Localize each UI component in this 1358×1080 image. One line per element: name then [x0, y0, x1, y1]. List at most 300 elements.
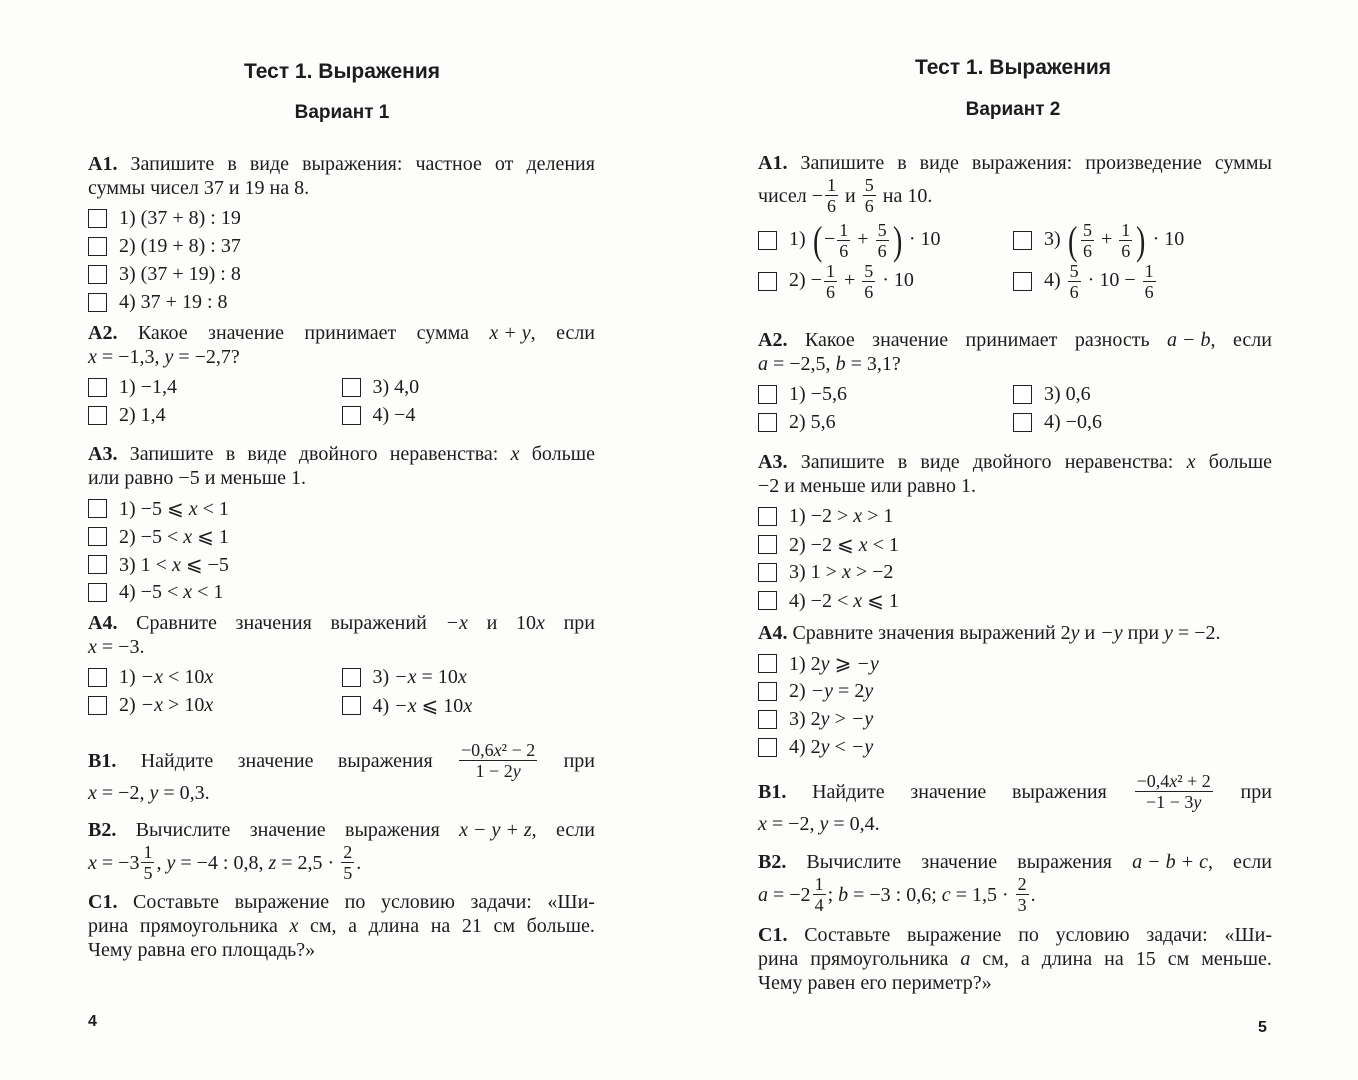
text-run: = 3,1? — [845, 353, 901, 375]
answer-checkbox[interactable] — [758, 738, 777, 757]
question-line — [88, 740, 595, 781]
text-run: рина — [758, 948, 799, 970]
word — [1012, 780, 1107, 804]
answer-option[interactable] — [342, 663, 596, 691]
fraction-denominator — [825, 196, 838, 216]
text-run: и — [1079, 622, 1101, 644]
question-line — [758, 621, 1272, 645]
text-run: и — [840, 184, 861, 207]
text-run: 4) 2 — [789, 735, 821, 758]
answer-checkbox[interactable] — [1013, 385, 1032, 404]
fraction-denominator — [474, 761, 523, 781]
word — [235, 890, 329, 914]
math-variable: x — [841, 560, 851, 583]
question-line — [88, 781, 595, 805]
text-run: = −2,7? — [173, 346, 240, 368]
answer-option[interactable] — [758, 502, 1272, 530]
answer-option[interactable] — [758, 586, 1272, 614]
option-label — [119, 235, 241, 258]
word — [801, 450, 885, 474]
fraction — [1135, 771, 1213, 812]
option-label — [789, 383, 847, 406]
answer-option[interactable] — [88, 663, 342, 691]
answer-checkbox[interactable] — [758, 682, 777, 701]
answer-option[interactable] — [88, 522, 595, 550]
math-variable: x — [183, 525, 193, 548]
text-run: по — [344, 891, 366, 913]
text-run: 4 — [814, 895, 824, 915]
option-label — [789, 588, 899, 613]
text-run: виде — [919, 152, 959, 174]
answer-checkbox[interactable] — [88, 583, 107, 602]
answer-checkbox[interactable] — [758, 654, 777, 673]
math-variable: x — [289, 915, 299, 937]
math-variable: y — [166, 851, 176, 874]
word — [920, 450, 959, 474]
answer-option[interactable] — [88, 401, 342, 429]
answer-option[interactable] — [758, 408, 1013, 436]
text-run: 2) −5 < — [119, 525, 184, 548]
text-run: 3) 1 < — [119, 553, 172, 576]
answer-checkbox[interactable] — [1013, 413, 1032, 432]
text-run: выражения: — [971, 152, 1073, 174]
task-number: А1. — [88, 153, 118, 175]
text-run: = 0,3. — [158, 782, 210, 804]
word — [1075, 328, 1150, 352]
answer-option[interactable] — [758, 261, 1013, 302]
text-run: деления — [526, 153, 595, 175]
word — [226, 442, 235, 466]
answer-checkbox[interactable] — [88, 696, 107, 715]
word — [88, 611, 117, 635]
variant-title: Вариант 2 — [965, 99, 1061, 120]
option-label — [1044, 217, 1185, 263]
fraction-numerator — [1135, 771, 1213, 792]
task-number: В1. — [758, 780, 787, 803]
word — [1133, 771, 1215, 812]
word — [345, 818, 440, 842]
text-run: Чему равна его площадь?» — [88, 939, 316, 961]
question-line — [88, 842, 595, 883]
text-run: Вычислите — [806, 851, 902, 873]
answer-option[interactable] — [342, 373, 596, 401]
answer-checkbox[interactable] — [88, 668, 107, 687]
answer-option[interactable] — [1013, 380, 1268, 408]
text-run: частное — [415, 153, 482, 175]
text-run: 3) (37 + 19) : 8 — [119, 262, 241, 285]
word — [238, 749, 314, 773]
text-run: виде — [247, 443, 287, 465]
math-variable: a — [758, 353, 768, 375]
answer-checkbox[interactable] — [758, 710, 777, 729]
test-title: Тест 1. Выражения — [914, 56, 1112, 79]
answer-option[interactable] — [758, 705, 1272, 733]
word — [1146, 923, 1207, 947]
text-run: . — [356, 851, 362, 874]
text-run: 6 — [839, 241, 849, 261]
answer-option[interactable] — [88, 578, 595, 606]
text-run: разность — [1074, 329, 1150, 351]
answer-checkbox[interactable] — [88, 378, 107, 397]
answer-option[interactable] — [88, 260, 595, 288]
text-run: −0,6 — [461, 740, 494, 760]
answer-option[interactable] — [1013, 261, 1268, 302]
answer-checkbox[interactable] — [88, 406, 107, 425]
text-run: · 10 — [877, 269, 914, 292]
text-run: 4) −4 — [372, 403, 416, 426]
word — [131, 152, 215, 176]
text-run: 1) −5 ⩽ — [119, 497, 189, 520]
word — [556, 818, 595, 842]
math-variable: −x — [394, 665, 417, 688]
fraction — [876, 220, 889, 261]
answer-option[interactable] — [88, 691, 342, 719]
text-run: если — [1233, 329, 1272, 351]
word — [1241, 780, 1272, 804]
text-run: 3) — [372, 665, 395, 688]
answer-option[interactable] — [1013, 217, 1268, 263]
math-variable: c — [941, 883, 951, 906]
answer-option[interactable] — [758, 649, 1272, 677]
text-run: выражения — [337, 749, 433, 772]
word — [417, 321, 469, 345]
text-run: неравенства: — [389, 443, 499, 465]
text-run: ² − 2 — [501, 740, 536, 760]
fraction — [837, 220, 850, 261]
text-run: 3) 0,6 — [1044, 382, 1091, 405]
text-run: выражений — [330, 612, 427, 634]
text-run: Составьте — [804, 924, 891, 946]
word — [208, 321, 284, 345]
text-run: 1) −5,6 — [789, 382, 847, 405]
option-label — [373, 376, 420, 399]
answer-checkbox[interactable] — [88, 555, 107, 574]
answer-checkbox[interactable] — [758, 272, 777, 291]
fraction-numerator — [837, 220, 850, 241]
math-variable: x — [88, 782, 97, 804]
options-column — [758, 380, 1013, 436]
text-run: неравенства: — [1064, 451, 1174, 473]
text-run: выражения — [1017, 851, 1112, 873]
text-run: Какое — [137, 322, 188, 344]
answer-options — [758, 217, 1272, 302]
word — [758, 151, 787, 175]
task-number: А1. — [758, 152, 788, 174]
math-variable: −y — [856, 652, 879, 675]
answer-checkbox[interactable] — [758, 507, 777, 526]
word — [88, 818, 116, 842]
math-variable: b — [838, 883, 849, 906]
word — [1018, 923, 1039, 947]
text-run: 2) −2 ⩽ — [789, 533, 859, 556]
option-label — [373, 693, 473, 718]
word — [302, 152, 402, 176]
text-run: > — [829, 707, 851, 730]
answer-checkbox[interactable] — [758, 563, 777, 582]
answer-option[interactable] — [758, 558, 1272, 586]
text-run: −0,4 — [1136, 771, 1170, 791]
answer-option[interactable] — [758, 677, 1272, 705]
task-number: С1. — [88, 891, 118, 913]
word — [1042, 947, 1092, 971]
word — [1215, 151, 1272, 175]
text-run: в — [897, 451, 908, 473]
word — [1224, 923, 1272, 947]
text-run: 5 — [343, 863, 353, 883]
fraction — [341, 842, 354, 883]
task-number: А2. — [758, 329, 788, 351]
answer-option[interactable] — [88, 494, 595, 522]
word — [338, 749, 433, 773]
answer-option[interactable] — [88, 204, 595, 232]
text-run: · 10 — [1147, 228, 1185, 251]
fraction-numerator — [459, 740, 537, 761]
text-run: < — [829, 735, 851, 758]
math-variable: −x — [140, 665, 164, 688]
answer-option[interactable] — [88, 550, 595, 578]
text-run: < 1 — [197, 497, 229, 520]
text-run: виде — [920, 451, 960, 473]
answer-checkbox[interactable] — [88, 499, 107, 518]
word — [304, 321, 396, 345]
word — [136, 818, 231, 842]
text-run: суммы чисел 37 и 19 на 8. — [88, 177, 310, 199]
text-run: 1 — [827, 175, 837, 195]
task-b1 — [758, 771, 1272, 836]
answer-checkbox[interactable] — [88, 293, 107, 312]
answer-checkbox[interactable] — [758, 231, 777, 250]
math-variable: a — [960, 948, 971, 970]
fraction-numerator — [1143, 261, 1156, 282]
answer-checkbox[interactable] — [758, 591, 777, 610]
word — [446, 611, 468, 635]
text-run: если — [556, 819, 595, 841]
answer-checkbox[interactable] — [88, 209, 107, 228]
answer-checkbox[interactable] — [342, 378, 361, 397]
option-label — [1044, 261, 1158, 302]
word — [804, 923, 890, 947]
answer-option[interactable] — [758, 380, 1013, 408]
text-run: от — [494, 153, 514, 175]
math-variable: x — [853, 504, 863, 527]
text-run: 1 — [143, 842, 153, 862]
question-line — [88, 442, 595, 466]
fraction — [863, 175, 876, 216]
text-run: 2) — [789, 679, 811, 702]
word — [758, 923, 787, 947]
answer-checkbox[interactable] — [342, 668, 361, 687]
text-run: −1 − 3 — [1146, 792, 1194, 812]
parenthesis: ) — [1136, 217, 1146, 263]
word — [872, 328, 948, 352]
math-variable: x — [493, 740, 502, 760]
task-c1 — [758, 923, 1272, 995]
word — [1209, 450, 1272, 474]
answer-checkbox[interactable] — [88, 237, 107, 256]
word — [415, 152, 481, 176]
task-a4 — [758, 621, 1272, 761]
text-run: значение — [872, 329, 949, 351]
math-variable: x — [535, 612, 545, 634]
text-run: а — [1020, 948, 1030, 970]
task-b1 — [88, 740, 595, 805]
text-run: + — [838, 269, 861, 292]
math-variable: y — [149, 782, 159, 804]
text-run: 5 — [1083, 220, 1092, 240]
math-variable: x — [171, 553, 181, 576]
answer-option[interactable] — [88, 373, 342, 401]
text-run: 6 — [1121, 241, 1131, 261]
text-run: значения — [235, 612, 312, 634]
question-line — [88, 611, 595, 635]
variant-title: Вариант 1 — [294, 102, 390, 123]
question-line — [758, 923, 1272, 947]
text-run: Вычислите — [135, 819, 231, 841]
text-run: двойного — [972, 451, 1052, 473]
answer-checkbox[interactable] — [758, 535, 777, 554]
math-variable: −x — [394, 694, 417, 717]
text-run: значение — [921, 851, 998, 873]
answer-checkbox[interactable] — [758, 413, 777, 432]
text-run: 6 — [825, 282, 835, 302]
answer-options — [88, 663, 595, 719]
options-column — [758, 217, 1013, 302]
options-column — [342, 663, 596, 719]
word — [532, 442, 595, 466]
answer-option[interactable] — [758, 217, 1013, 263]
question-line — [88, 818, 595, 842]
text-run: Сравните — [136, 612, 217, 634]
fraction-denominator — [1016, 895, 1029, 915]
word — [1233, 328, 1272, 352]
question-line — [758, 947, 1272, 971]
math-variable: b — [835, 353, 846, 375]
text-run: если — [1233, 851, 1272, 873]
answer-option[interactable] — [88, 232, 595, 260]
question-line — [758, 874, 1272, 915]
word — [564, 611, 595, 635]
math-variable: x — [88, 636, 97, 658]
answer-options — [88, 494, 595, 606]
text-run: 1 — [814, 874, 824, 894]
word — [250, 818, 326, 842]
option-label — [119, 263, 241, 286]
word — [345, 890, 366, 914]
text-run: выражения — [345, 819, 440, 841]
word — [1021, 947, 1030, 971]
text-run: 10 — [515, 612, 536, 634]
question-line — [758, 450, 1272, 474]
fraction-numerator — [1119, 220, 1132, 241]
math-variable: y — [864, 679, 874, 702]
word — [470, 890, 531, 914]
text-run: длина — [368, 915, 420, 937]
answer-checkbox[interactable] — [88, 265, 107, 284]
word — [459, 818, 537, 842]
option-label — [119, 694, 213, 717]
text-run: 5 — [864, 261, 874, 281]
options-column — [88, 373, 342, 429]
answer-checkbox[interactable] — [342, 406, 361, 425]
fraction-denominator — [341, 863, 354, 883]
answer-option[interactable] — [88, 288, 595, 316]
word — [138, 321, 188, 345]
task-b2 — [88, 818, 595, 883]
text-run: , — [1207, 851, 1213, 873]
math-variable: y — [1193, 792, 1202, 812]
word — [495, 152, 513, 176]
answer-option[interactable] — [758, 530, 1272, 558]
answer-option[interactable] — [758, 733, 1272, 761]
word — [1085, 151, 1202, 175]
fraction — [813, 874, 826, 915]
options-column — [1013, 380, 1268, 436]
text-run: 2) — [119, 693, 141, 716]
text-run: прямоугольника — [139, 915, 278, 937]
option-label — [119, 207, 241, 230]
question-line — [88, 890, 595, 914]
question-line — [88, 914, 595, 938]
answer-option[interactable] — [1013, 408, 1268, 436]
word — [141, 749, 214, 773]
answer-checkbox[interactable] — [88, 527, 107, 546]
text-run: при — [563, 612, 595, 634]
text-run: Запишите — [800, 451, 885, 473]
fraction-numerator — [1016, 874, 1029, 895]
word — [1065, 450, 1174, 474]
text-run: на — [430, 915, 451, 937]
question-line — [758, 812, 1272, 836]
word — [1017, 850, 1112, 874]
question-line — [88, 176, 595, 200]
text-run: значение — [910, 780, 987, 803]
text-run: ² + 2 — [1177, 771, 1211, 791]
text-run: 6 — [864, 196, 874, 216]
text-run: 2) (19 + 8) : 37 — [119, 234, 241, 257]
text-run: + — [1096, 228, 1118, 251]
word — [805, 328, 855, 352]
answer-checkbox[interactable] — [342, 696, 361, 715]
math-variable: x — [1169, 771, 1178, 791]
text-run: = −3. — [96, 636, 145, 658]
answer-checkbox[interactable] — [1013, 272, 1032, 291]
fraction — [141, 842, 154, 883]
text-run: 1 — [1121, 220, 1131, 240]
text-run: < 1 — [867, 533, 899, 556]
word — [898, 450, 907, 474]
text-run: 4) 37 + 19 : 8 — [119, 290, 228, 313]
text-run: 6 — [877, 241, 887, 261]
fraction-numerator — [1068, 261, 1081, 282]
answer-checkbox[interactable] — [758, 385, 777, 404]
text-run: 3) 2 — [789, 707, 821, 730]
task-number: В2. — [88, 819, 117, 841]
answer-option[interactable] — [342, 691, 596, 719]
option-label — [119, 404, 166, 427]
word — [88, 890, 117, 914]
option-label — [789, 561, 893, 584]
word — [140, 914, 278, 938]
word — [910, 780, 986, 804]
text-run: = 2 — [833, 679, 865, 702]
word — [130, 442, 214, 466]
word — [369, 914, 419, 938]
answer-options — [88, 204, 595, 316]
answer-checkbox[interactable] — [1013, 231, 1032, 250]
answer-option[interactable] — [342, 401, 596, 429]
math-variable: x — [463, 694, 473, 717]
text-run: 21 — [461, 915, 482, 937]
